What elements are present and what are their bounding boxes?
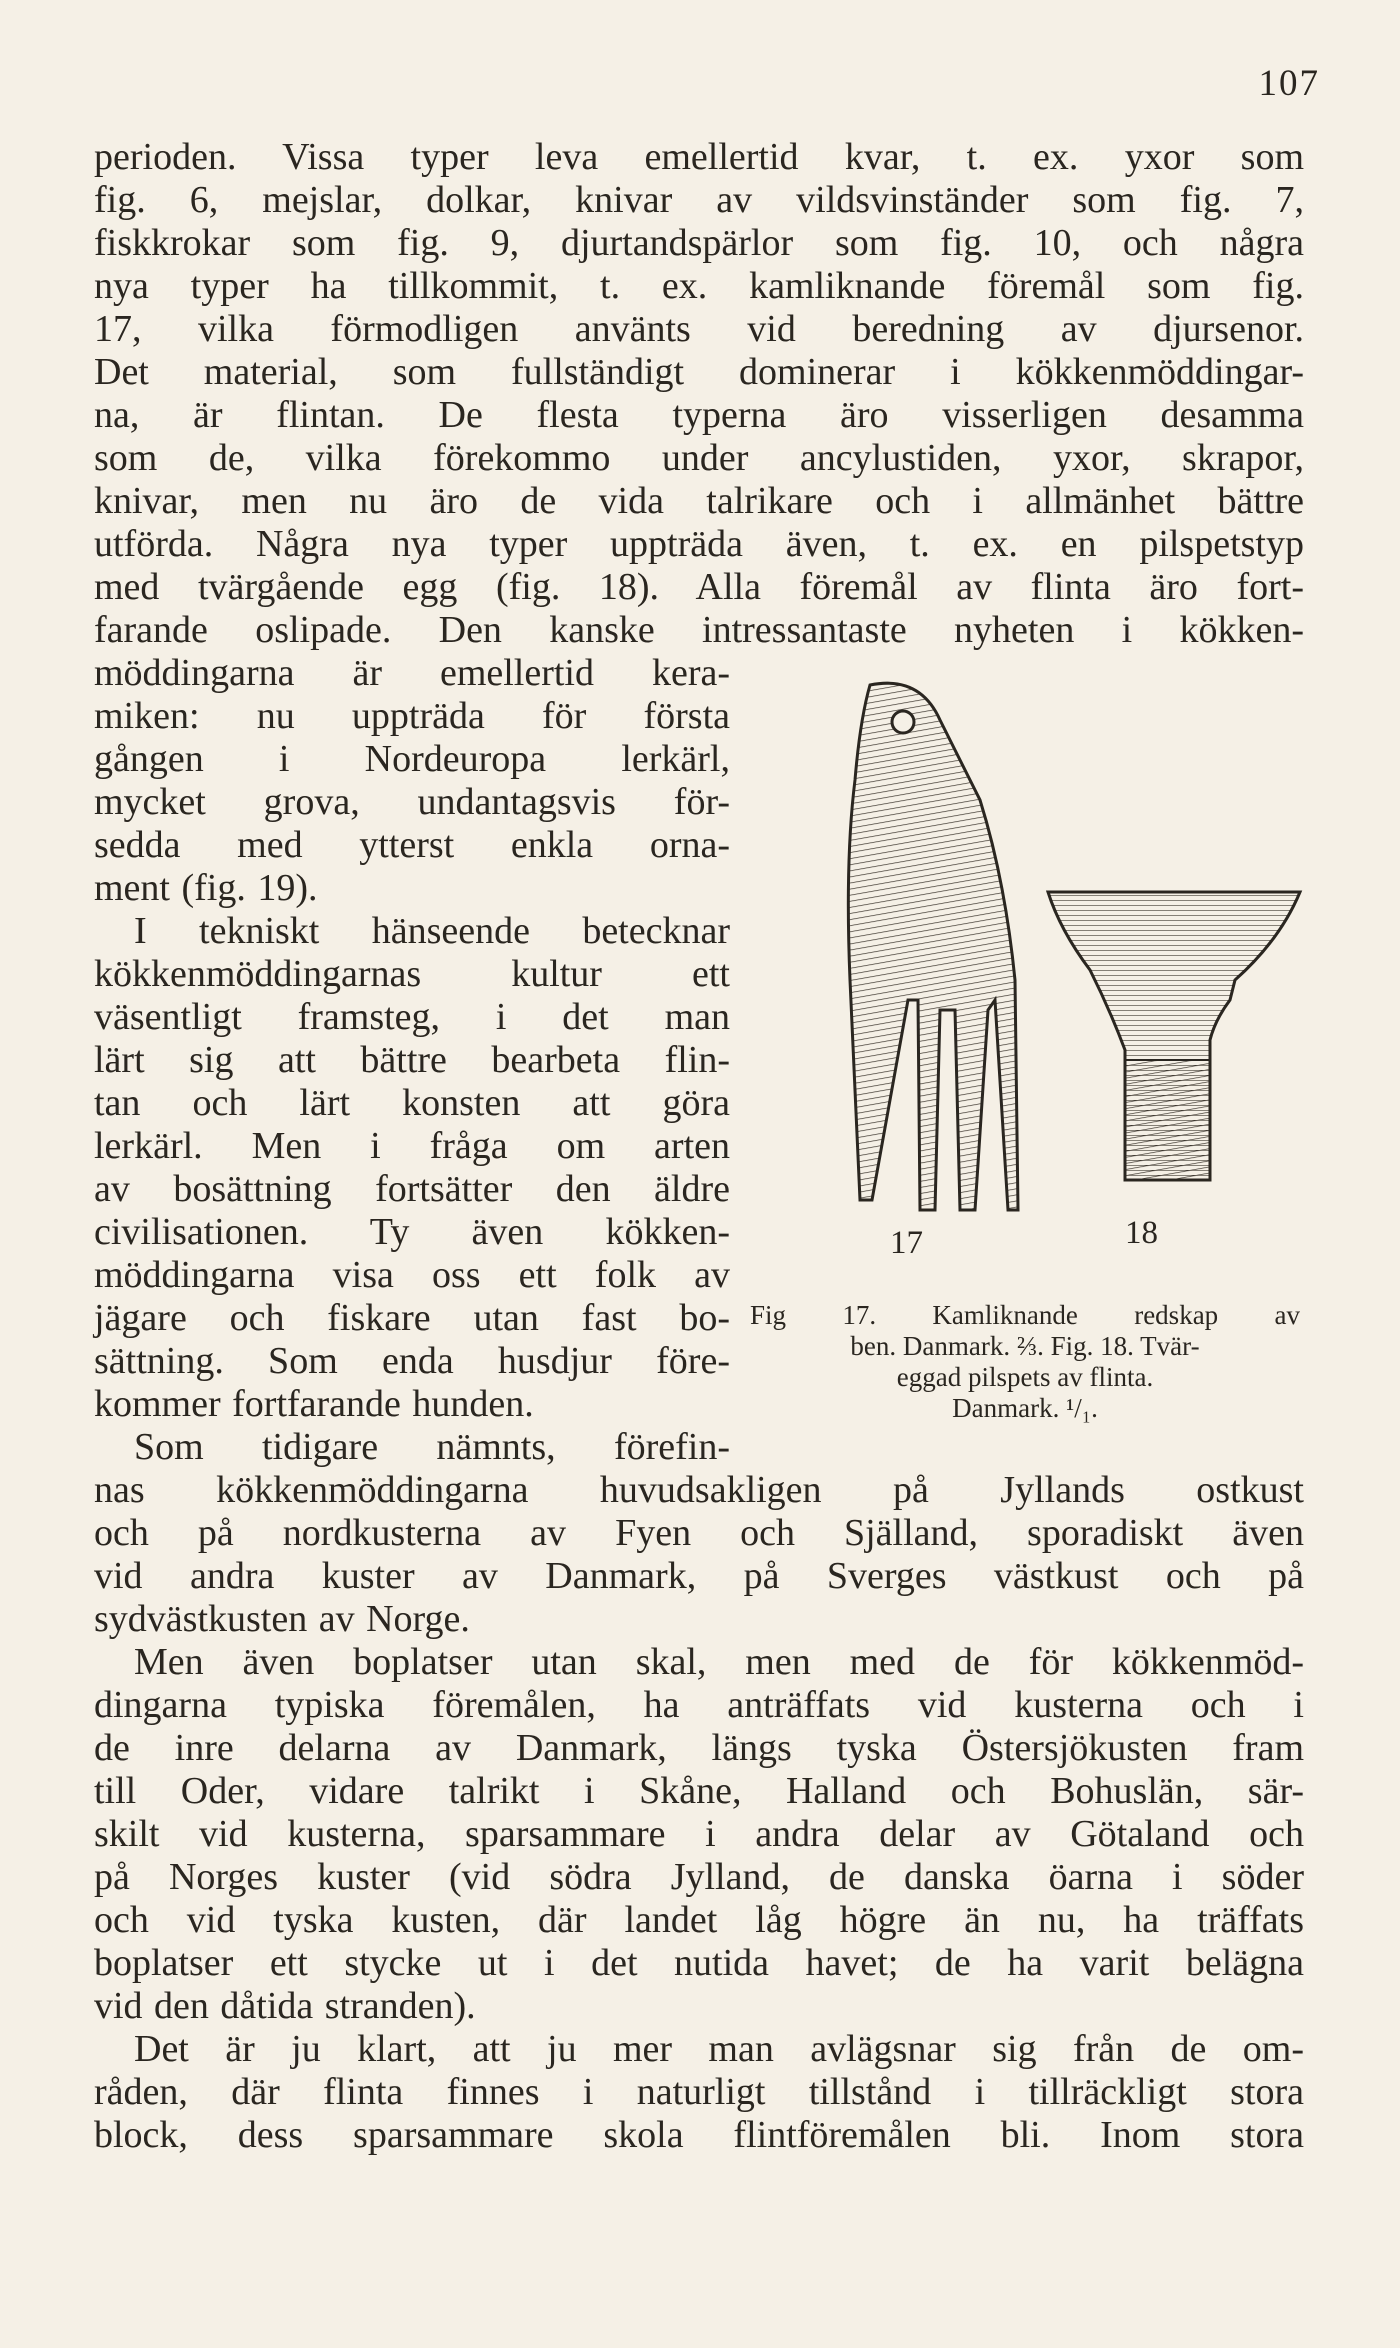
text-line: jägare och fiskare utan fast bo-: [94, 1297, 730, 1339]
text-line: kökkenmöddingarnas kultur ett: [94, 953, 730, 995]
text-line: skilt vid kusterna, sparsammare i andra delar av Götaland och: [94, 1813, 1304, 1855]
figure-caption-line: ben. Danmark. ⅔. Fig. 18. Tvär-: [850, 1331, 1200, 1361]
text-line: utförda. Några nya typer uppträda även, t. ex. en pilspetstyp: [94, 523, 1304, 565]
figure-17-label: 17: [890, 1225, 923, 1261]
text-line: knivar, men nu äro de vida talrikare och i allmänhet bättre: [94, 480, 1304, 522]
text-line: tan och lärt konsten att göra: [94, 1082, 730, 1124]
text-line: råden, där flinta finnes i naturligt tillstånd i tillräckligt stora: [94, 2071, 1304, 2113]
text-line: 17, vilka förmodligen använts vid beredning av djursenor.: [94, 308, 1304, 350]
text-line: civilisationen. Ty även kökken-: [94, 1211, 730, 1253]
text-line: som de, vilka förekommo under ancylustiden, yxor, skrapor,: [94, 437, 1304, 479]
arrowhead-illustration: [1048, 892, 1300, 1180]
text-line: sedda med ytterst enkla orna-: [94, 824, 730, 866]
text-line: fig. 6, mejslar, dolkar, knivar av vildsvinständer som fig. 7,: [94, 179, 1304, 221]
text-line: de inre delarna av Danmark, längs tyska Östersjökusten fram: [94, 1727, 1304, 1769]
text-line: av bosättning fortsätter den äldre: [94, 1168, 730, 1210]
text-line: Men även boplatser utan skal, men med de för kökkenmöd-: [134, 1641, 1304, 1683]
comb-tool-illustration: [848, 683, 1018, 1210]
text-line: miken: nu uppträda för första: [94, 695, 730, 737]
text-line: väsentligt framsteg, i det man: [94, 996, 730, 1038]
figure-caption-line: Danmark. ¹/₁.: [952, 1393, 1098, 1423]
text-line: nas kökkenmöddingarna huvudsakligen på Jyllands ostkust: [94, 1469, 1304, 1511]
figure-18-label: 18: [1125, 1215, 1158, 1251]
text-line: sättning. Som enda husdjur före-: [94, 1340, 730, 1382]
figure-caption-line: Fig 17. Kamliknande redskap av: [750, 1300, 1300, 1330]
text-line: lärt sig att bättre bearbeta flin-: [94, 1039, 730, 1081]
text-line: perioden. Vissa typer leva emellertid kvar, t. ex. yxor som: [94, 136, 1304, 178]
text-line: sydvästkusten av Norge.: [94, 1598, 470, 1640]
text-line: möddingarna är emellertid kera-: [94, 652, 730, 694]
text-line: nya typer ha tillkommit, t. ex. kamliknande föremål som fig.: [94, 265, 1304, 307]
text-line: med tvärgående egg (fig. 18). Alla föremål av flinta äro fort-: [94, 566, 1304, 608]
text-line: dingarna typiska föremålen, ha anträffats vid kusterna och i: [94, 1684, 1304, 1726]
text-line: och vid tyska kusten, där landet låg högre än nu, ha träffats: [94, 1899, 1304, 1941]
text-line: fiskkrokar som fig. 9, djurtandspärlor som fig. 10, och några: [94, 222, 1304, 264]
text-line: na, är flintan. De flesta typerna äro visserligen desamma: [94, 394, 1304, 436]
text-line: gången i Nordeuropa lerkärl,: [94, 738, 730, 780]
text-line: och på nordkusterna av Fyen och Själland, sporadiskt även: [94, 1512, 1304, 1554]
figure-17-18-drawing: [790, 680, 1320, 1280]
text-line: kommer fortfarande hunden.: [94, 1383, 534, 1425]
text-line: på Norges kuster (vid södra Jylland, de danska öarna i söder: [94, 1856, 1304, 1898]
text-line: Det är ju klart, att ju mer man avlägsnar sig från de om-: [134, 2028, 1304, 2070]
text-line: block, dess sparsammare skola flintföremålen bli. Inom stora: [94, 2114, 1304, 2156]
text-line: farande oslipade. Den kanske intressantaste nyheten i kökken-: [94, 609, 1304, 651]
text-line: möddingarna visa oss ett folk av: [94, 1254, 730, 1296]
text-line: vid andra kuster av Danmark, på Sverges västkust och på: [94, 1555, 1304, 1597]
text-line: Som tidigare nämnts, förefin-: [134, 1426, 730, 1468]
text-line: till Oder, vidare talrikt i Skåne, Halland och Bohuslän, sär-: [94, 1770, 1304, 1812]
text-line: mycket grova, undantagsvis för-: [94, 781, 730, 823]
figure-illustrations: [790, 680, 1320, 1280]
text-line: I tekniskt hänseende betecknar: [134, 910, 730, 952]
text-line: ment (fig. 19).: [94, 867, 318, 909]
text-line: vid den dåtida stranden).: [94, 1985, 476, 2027]
text-line: Det material, som fullständigt dominerar i kökkenmöddingar-: [94, 351, 1304, 393]
figure-caption-line: eggad pilspets av flinta.: [896, 1362, 1154, 1392]
text-line: lerkärl. Men i fråga om arten: [94, 1125, 730, 1167]
page-number: 107: [1258, 63, 1320, 104]
text-line: boplatser ett stycke ut i det nutida havet; de ha varit belägna: [94, 1942, 1304, 1984]
